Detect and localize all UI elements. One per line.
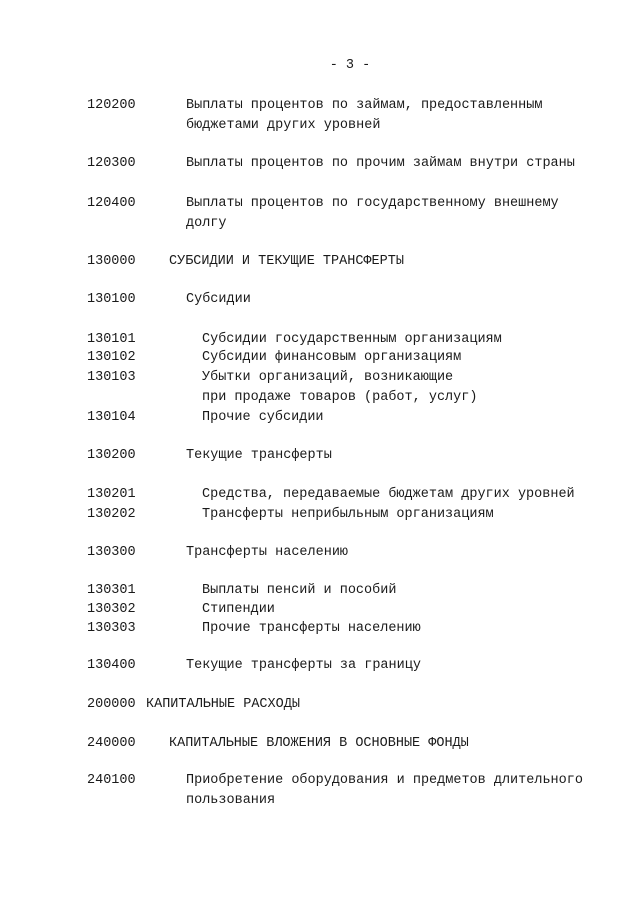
entry-text-continued: при продаже товаров (работ, услуг) (202, 390, 478, 405)
entry-code: 130000 (87, 254, 136, 269)
entry-text: СУБСИДИИ И ТЕКУЩИЕ ТРАНСФЕРТЫ (169, 254, 404, 269)
entry-text: Субсидии финансовым организациям (202, 350, 462, 365)
entry-code: 240000 (87, 736, 136, 751)
entry-text: Выплаты процентов по прочим займам внутри страны (186, 156, 575, 171)
entry-text: Прочие субсидии (202, 410, 324, 425)
page-number: - 3 - (329, 58, 371, 73)
entry-text: Убытки организаций, возникающие (202, 370, 454, 385)
entry-code: 120400 (87, 196, 136, 211)
entry-code: 130400 (87, 658, 136, 673)
entry-code: 200000 (87, 697, 136, 712)
entry-code: 130102 (87, 350, 136, 365)
entry-text: Выплаты пенсий и пособий (202, 583, 397, 598)
entry-text: Прочие трансферты населению (202, 621, 421, 636)
entry-text: КАПИТАЛЬНЫЕ ВЛОЖЕНИЯ В ОСНОВНЫЕ ФОНДЫ (169, 736, 469, 751)
entry-code: 120200 (87, 98, 136, 113)
entry-text-continued: бюджетами других уровней (186, 118, 381, 133)
entry-text: КАПИТАЛЬНЫЕ РАСХОДЫ (146, 697, 300, 712)
entry-text-continued: пользования (186, 793, 276, 808)
entry-code: 130100 (87, 292, 136, 307)
entry-code: 130300 (87, 545, 136, 560)
entry-code: 130201 (87, 487, 136, 502)
entry-text: Текущие трансферты за границу (186, 658, 421, 673)
entry-text: Выплаты процентов по государственному внешнему (186, 196, 559, 211)
entry-code: 130103 (87, 370, 136, 385)
entry-text: Трансферты неприбыльным организациям (202, 507, 494, 522)
entry-code: 130104 (87, 410, 136, 425)
entry-text-continued: долгу (186, 216, 227, 231)
entry-code: 240100 (87, 773, 136, 788)
entry-code: 130302 (87, 602, 136, 617)
entry-code: 130202 (87, 507, 136, 522)
entry-code: 130301 (87, 583, 136, 598)
entry-text: Приобретение оборудования и предметов длительного (186, 773, 583, 788)
entry-code: 120300 (87, 156, 136, 171)
entry-text: Субсидии (186, 292, 251, 307)
entry-code: 130303 (87, 621, 136, 636)
entry-text: Трансферты населению (186, 545, 349, 560)
entry-code: 130200 (87, 448, 136, 463)
entry-code: 130101 (87, 332, 136, 347)
entry-text: Стипендии (202, 602, 275, 617)
entry-text: Средства, передаваемые бюджетам других уровней (202, 487, 575, 502)
entry-text: Текущие трансферты (186, 448, 332, 463)
entry-text: Выплаты процентов по займам, предоставленным (186, 98, 543, 113)
entry-text: Субсидии государственным организациям (202, 332, 502, 347)
